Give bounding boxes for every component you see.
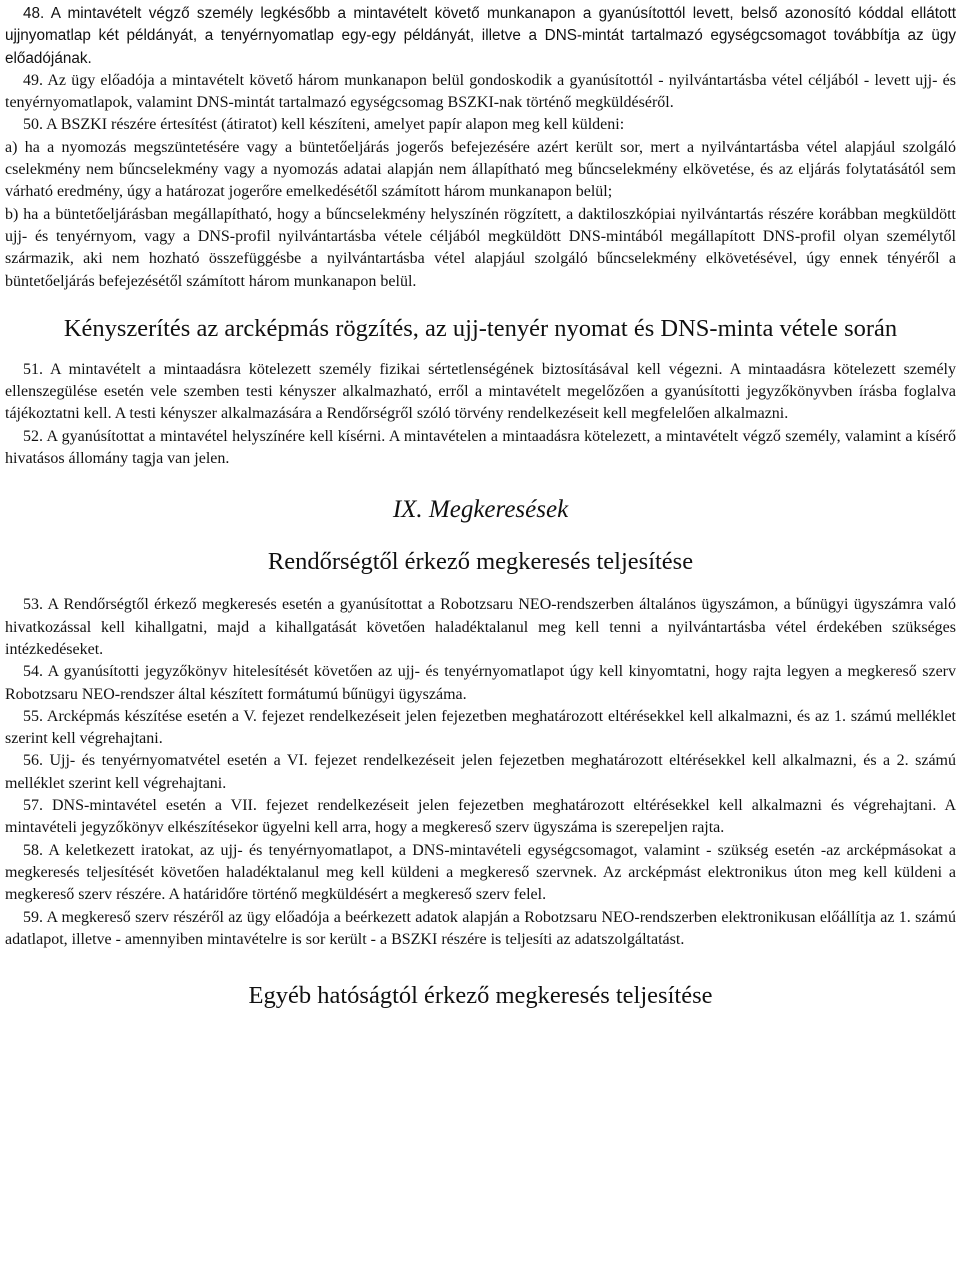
paragraph-50: 50. A BSZKI részére értesítést (átiratot) kell készíteni, amelyet papír alapon meg kell küldeni: [23,116,625,134]
paragraph-59: 59. A megkereső szerv részéről az ügy előadója a beérkezett adatok alapján a Robotzsaru NEO-rendszerben elektronikusan előállítja az 1. számú adatlapot, illetve - amennyiben mintavételre is sor került - a BSZKI részére is teljesíti az adatszolgáltatást. [5,908,956,948]
paragraph-54: 54. A gyanúsítotti jegyzőkönyv hitelesítését követően az ujj- és tenyérnyomatlapot úgy kell kinyomtatni, hogy rajta legyen a megkereső szerv Robotzsaru NEO-rendszer által készített formátumú bűnügyi ügyszáma. [5,663,956,703]
paragraph-56: 56. Ujj- és tenyérnyomatvétel esetén a VI. fejezet rendelkezéseit jelen fejezetben meghatározott eltérésekkel kell alkalmazni, és a 2. számú melléklet szerint kell végrehajtani. [5,752,956,792]
chapter-title: IX. Megkeresések [392,496,569,524]
paragraph-55: 55. Arcképmás készítése esetén a V. fejezet rendelkezéseit jelen fejezetben meghatározott eltérésekkel kell alkalmazni, és az 1. számú melléklet szerint kell végrehajtani. [5,707,956,748]
paragraph-49: 49. Az ügy előadója a mintavételt követő három munkanapon belül gondoskodik a gyanúsítottól - nyilvántartásba vétel céljából - levett ujj- és tenyérnyomatlapok, valamint DNS-mintát tartalmazó egységcsomag BSZKI-nak történő megküldéséről. [5,71,956,112]
paragraph-58: 58. A keletkezett iratokat, az ujj- és tenyérnyomatlapot, a DNS-mintavételi egységcsomagot, valamint - szükség esetén -az arcképmásokat a megkeresés teljesítését követően haladéktalanul meg kell küldeni a megkereső szervnek. Az arcképmást elektronikus úton meg kell küldeni a megkereső szerv részére. A határidőre történő megküldésért a megkereső szerv felel. [5,841,956,904]
paragraph-50-b: b) ha a büntetőeljárásban megállapítható, hogy a bűncselekmény helyszínén rögzített, a daktiloszkópiai nyilvántartás részére korábban megküldött ujj- és tenyérnyom, vagy a DNS-profil nyilvántartásba vétele céljából megküldött DNS-mintából megállapított DNS-profil olyan személytől származik, aki nem hozható összefüggésbe a nyilvántartásba vétel alapjául szolgáló bűncselekmény elkövetésével, úgy ennek tényéről a büntetőeljárás befejezésétől számított három munkanapon belül. [5,205,956,290]
section-heading-other-authority-requests: Egyéb hatóságtól érkező megkeresés teljesítése [248,982,713,1010]
paragraph-51: 51. A mintavételt a mintaadásra kötelezett személy fizikai sértetlenségének biztosításával kell végezni. A mintaadásra kötelezett személy ellenszegülése esetén vele szemben testi kényszer alkalmazható, erről a mintavételt megelőzően a gyanúsítotti jegyzőkönyvben írásba foglalva tájékoztatni kell. A testi kényszer alkalmazására a Rendőrségről szóló törvény rendelkezéseit kell megfelelően alkalmazni. [5,360,956,423]
paragraph-53: 53. A Rendőrségtől érkező megkeresés esetén a gyanúsítottat a Robotzsaru NEO-rendszerben általános ügyszámon, a bűnügyi ügyszámra való hivatkozással kell kihallgatni, majd a kihallgatását követően haladéktalanul meg kell tenni a nyilvántartásba vétel érdekében szükséges intézkedéseket. [5,596,956,658]
paragraph-57: 57. DNS-mintavétel esetén a VII. fejezet rendelkezéseit jelen fejezetben meghatározott eltérésekkel kell alkalmazni és végrehajtani. A mintavételi jegyzőkönyv elkészítésekor ügyelni kell arra, hogy a megkereső szerv ügyszáma is szerepeljen rajta. [5,797,956,837]
paragraph-52: 52. A gyanúsítottat a mintavétel helyszínére kell kísérni. A mintavételen a mintaadásra kötelezett, a mintavételt végző személy, valamint a kísérő hivatásos állomány tagja van jelen. [5,427,956,468]
paragraph-50-a: a) ha a nyomozás megszüntetésére vagy a büntetőeljárás jogerős befejezésére azért került sor, mert a nyilvántartásba vétel alapjául szolgáló cselekmény nem bűncselekmény vagy a nyomozás adatai alapján nem állapítható meg bűncselekmény elkövetése, és az eljárás folytatásától sem várható eredmény, úgy a határozat jogerőre emelkedésétől számított három munkanapon belül; [5,138,956,201]
section-heading-police-requests: Rendőrségtől érkező megkeresés teljesítése [267,548,694,576]
section-heading-coercion: Kényszerítés az arcképmás rögzítés, az ujj-tenyér nyomat és DNS-minta vétele során [63,314,898,342]
paragraph-48: 48. A mintavételt végző személy legkésőbb a mintavételt követő munkanapon a gyanúsítottól levett, belső azonosító kóddal ellátott ujjnyomatlap két példányát, a tenyérnyomatlap egy-egy példányát, illetve a DNS-mintát tartalmazó egységcsomagot továbbítja az ügy előadójának. [5,5,956,67]
